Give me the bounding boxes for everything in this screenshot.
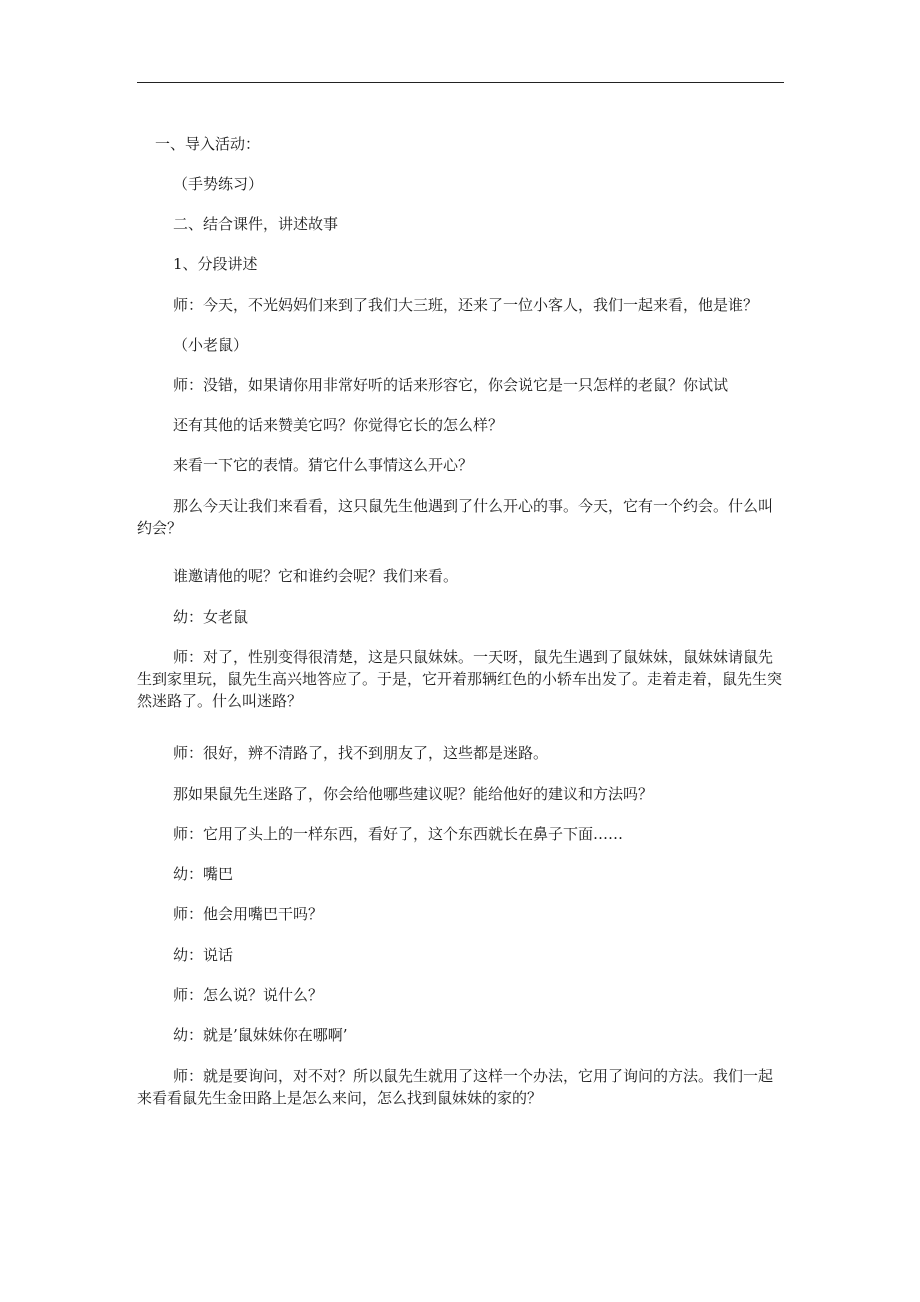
paragraph-teacher-13: 师：就是要询问，对不对？所以鼠先生就用了这样一个办法，它用了询问的方法。我们一起来看看鼠先生金田路上是怎么来问，怎么找到鼠妹妹的家的？ [137,1067,774,1107]
paragraph-teacher-11: 师：他会用嘴巴干吗？ [173,905,324,923]
paragraph-teacher-3: 还有其他的话来赞美它吗？你觉得它长的怎么样？ [173,416,504,434]
paragraph-answer-mouse: （小老鼠） [173,336,249,354]
paragraph-teacher-7: 师：对了，性别变得很清楚，这是只鼠妹妹。一天呀，鼠先生遇到了鼠妹妹，鼠妹妹请鼠先生到家里玩，鼠先生高兴地答应了。于是，它开着那辆红色的小轿车出发了。走着走着，鼠先生突然迷路了。什么叫迷路？ [137,648,783,710]
paragraph-teacher-9: 那如果鼠先生迷路了，你会给他哪些建议呢？能给他好的建议和方法吗？ [173,785,654,803]
paragraph-teacher-10: 师：它用了头上的一样东西，看好了，这个东西就长在鼻子下面…… [173,825,624,843]
paragraph-gesture-practice: （手势练习） [173,175,264,193]
paragraph-child-4: 幼：就是’鼠妹妹你在哪啊’ [173,1026,348,1044]
paragraph-teacher-8: 师：很好，辨不清路了，找不到朋友了，这些都是迷路。 [173,744,549,762]
paragraph-teacher-12: 师：怎么说？说什么？ [173,986,324,1004]
paragraph-teacher-1: 师：今天，不光妈妈们来到了我们大三班，还来了一位小客人，我们一起来看，他是谁？ [173,296,759,314]
paragraph-child-1: 幼：女老鼠 [173,608,249,626]
header-rule [137,82,784,83]
paragraph-teacher-5: 那么今天让我们来看看，这只鼠先生他遇到了什么开心的事。今天，它有一个约会。什么叫约会？ [137,497,774,537]
paragraph-child-2: 幼：嘴巴 [173,865,234,883]
paragraph-teacher-4: 来看一下它的表情。猜它什么事情这么开心？ [173,456,474,474]
paragraph-teacher-6: 谁邀请他的呢？它和谁约会呢？我们来看。 [173,567,459,585]
section-heading-story: 二、结合课件，讲述故事 [173,215,339,233]
paragraph-child-3: 幼：说话 [173,946,234,964]
paragraph-teacher-2: 师：没错，如果请你用非常好听的话来形容它，你会说它是一只怎样的老鼠？你试试 [173,376,729,394]
subsection-heading: 1、分段讲述 [173,255,258,273]
section-heading-intro: 一、导入活动： [155,135,261,153]
